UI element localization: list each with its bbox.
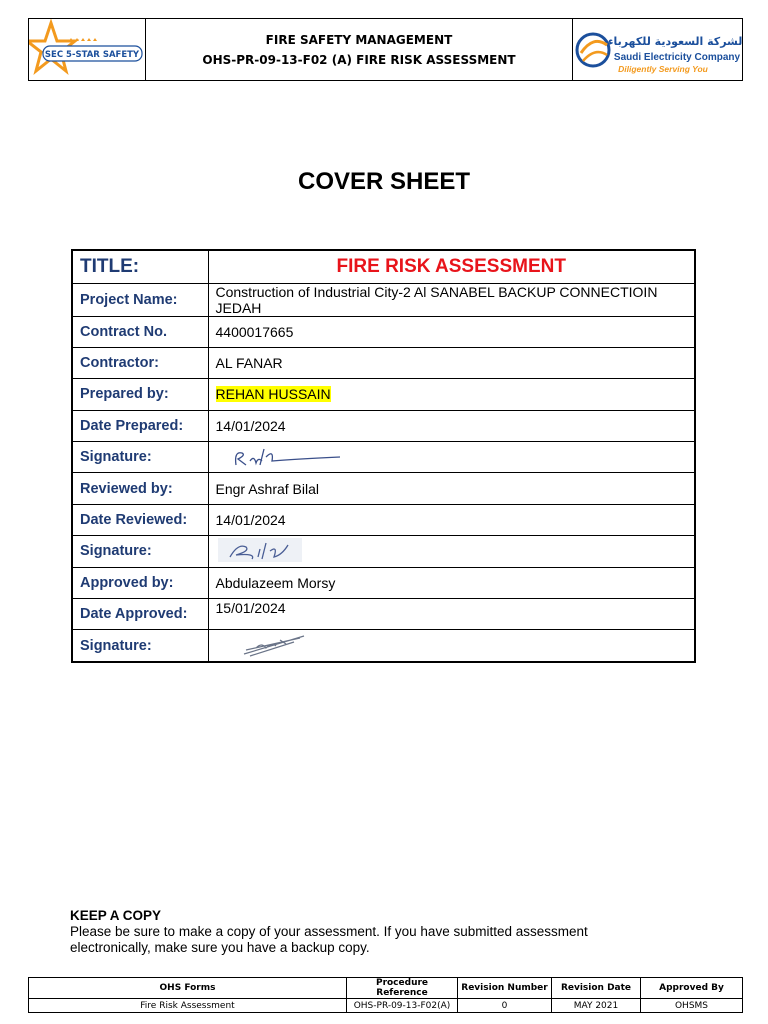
signature-approved-icon <box>216 630 316 658</box>
footer-procedure-reference: OHS-PR-09-13-F02(A) <box>347 999 458 1013</box>
project-name-label: Project Name: <box>72 283 208 316</box>
signature-cell <box>208 630 695 663</box>
table-row <box>72 250 695 283</box>
footer-header-ohs-forms: OHS Forms <box>29 978 347 999</box>
signature-label: Signature: <box>72 442 208 473</box>
document-header <box>28 18 743 81</box>
table-row <box>72 442 695 473</box>
prepared-by-value: REHAN HUSSAIN <box>215 386 331 403</box>
footer-header-procedure-reference: Procedure Reference <box>347 978 458 999</box>
header-line-1: FIRE SAFETY MANAGEMENT <box>265 32 453 47</box>
date-approved-label: Date Approved: <box>72 599 208 630</box>
approved-by-value: Abdulazeem Morsy <box>208 567 695 598</box>
reviewed-by-value: Engr Ashraf Bilal <box>208 473 695 504</box>
saudi-electricity-logo <box>572 19 742 80</box>
title-label: TITLE: <box>72 250 208 283</box>
keep-copy-heading: KEEP A COPY <box>70 908 162 923</box>
table-row <box>72 536 695 567</box>
table-row <box>72 630 695 663</box>
reviewed-by-label: Reviewed by: <box>72 473 208 504</box>
table-row <box>72 347 695 378</box>
date-approved-value: 15/01/2024 <box>208 599 695 630</box>
signature-cell <box>208 536 695 567</box>
signature-reviewed-icon <box>216 537 316 563</box>
footer-revision-number: 0 <box>458 999 552 1013</box>
date-prepared-label: Date Prepared: <box>72 410 208 441</box>
signature-label: Signature: <box>72 630 208 663</box>
contractor-label: Contractor: <box>72 347 208 378</box>
date-prepared-value: 14/01/2024 <box>208 410 695 441</box>
approved-by-label: Approved by: <box>72 567 208 598</box>
sec-5-star-safety-logo <box>29 19 146 80</box>
logo-tagline: Diligently Serving You <box>618 64 708 74</box>
table-row <box>72 473 695 504</box>
logo-english-text: Saudi Electricity Company <box>613 52 741 63</box>
sec-logo-icon <box>573 19 743 82</box>
footer-value-row <box>29 999 743 1013</box>
table-row <box>72 283 695 316</box>
title-value: FIRE RISK ASSESSMENT <box>208 250 695 283</box>
prepared-by-label: Prepared by: <box>72 379 208 410</box>
footer-approved-by: OHSMS <box>641 999 743 1013</box>
footer-header-row <box>29 978 743 999</box>
cover-sheet-title: COVER SHEET <box>297 168 471 195</box>
signature-label: Signature: <box>72 536 208 567</box>
table-row <box>72 410 695 441</box>
table-row <box>72 567 695 598</box>
table-row <box>72 504 695 535</box>
header-line-2: OHS-PR-09-13-F02 (A) FIRE RISK ASSESSMENT <box>202 52 516 67</box>
contractor-value: AL FANAR <box>208 347 695 378</box>
document-footer-table <box>28 977 743 1013</box>
table-row <box>72 379 695 410</box>
footer-header-revision-number: Revision Number <box>458 978 552 999</box>
cover-info-table <box>71 249 696 663</box>
footer-header-revision-date: Revision Date <box>552 978 641 999</box>
signature-cell <box>208 442 695 473</box>
table-row <box>72 599 695 630</box>
contract-no-label: Contract No. <box>72 316 208 347</box>
star-logo-icon <box>29 19 146 82</box>
logo-text: SEC 5-STAR SAFETY <box>44 50 140 60</box>
header-title-block <box>146 19 572 80</box>
signature-prepared-icon <box>216 443 356 469</box>
footer-header-approved-by: Approved By <box>641 978 743 999</box>
footer-ohs-form: Fire Risk Assessment <box>29 999 347 1013</box>
footer-revision-date: MAY 2021 <box>552 999 641 1013</box>
contract-no-value: 4400017665 <box>208 316 695 347</box>
keep-copy-text: Please be sure to make a copy of your assessment. If you have submitted assessment electronically, make sure you have a backup copy. <box>70 924 588 955</box>
logo-arabic-text: الشركة السعودية للكهرباء <box>607 35 743 48</box>
date-reviewed-label: Date Reviewed: <box>72 504 208 535</box>
prepared-by-cell <box>208 379 695 410</box>
date-reviewed-value: 14/01/2024 <box>208 504 695 535</box>
project-name-value: Construction of Industrial City-2 Al SANABEL BACKUP CONNECTIOIN JEDAH <box>208 283 695 316</box>
table-row <box>72 316 695 347</box>
keep-copy-note <box>70 908 670 956</box>
